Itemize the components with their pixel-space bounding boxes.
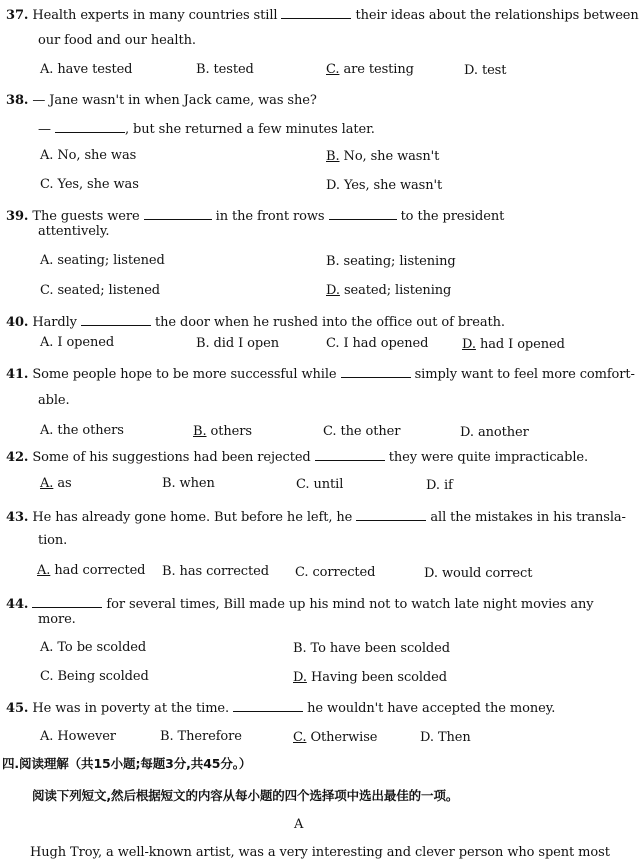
option-d: D. Then	[420, 730, 471, 745]
question-text-line2: attentively.	[38, 224, 110, 239]
option-d: D. Having been scolded	[293, 670, 447, 685]
option-d: D. seated; listening	[326, 283, 452, 298]
option-b: B. seating; listening	[326, 254, 456, 269]
answer-blank	[341, 365, 411, 378]
option-d: D. would correct	[424, 566, 533, 581]
option-c: C. the other	[323, 424, 401, 439]
option-d: D. if	[426, 478, 453, 493]
question-number: 38.	[6, 93, 29, 108]
option-c: C. Being scolded	[40, 669, 149, 684]
option-b: B. when	[162, 476, 215, 491]
question-44: 44. for several times, Bill made up his mind not to watch late night movies any	[6, 597, 594, 612]
question-number: 43.	[6, 510, 29, 525]
answer-blank	[55, 120, 125, 133]
question-text: Health experts in many countries still	[32, 8, 278, 23]
option-c: C. I had opened	[326, 336, 429, 351]
question-text: their ideas about the relationships between	[355, 8, 639, 23]
option-a: A. To be scolded	[40, 640, 147, 655]
option-b: B. To have been scolded	[293, 641, 450, 656]
question-43: 43. He has already gone home. But before he left, he all the mistakes in his transla-	[6, 510, 626, 525]
question-text-line2: more.	[38, 612, 76, 627]
option-a: A. have tested	[40, 62, 133, 77]
option-c: C. are testing	[326, 62, 414, 77]
question-text-line2: able.	[38, 393, 70, 408]
passage-first-line: Hugh Troy, a well-known artist, was a very interesting and clever person who spent most	[30, 845, 610, 860]
answer-blank	[233, 699, 303, 712]
option-a: A. as	[40, 476, 72, 491]
option-d: D. Yes, she wasn't	[326, 178, 443, 193]
answer-blank	[281, 6, 351, 19]
question-45: 45. He was in poverty at the time. he wouldn't have accepted the money.	[6, 701, 556, 716]
question-text-line2: — , but she returned a few minutes later.	[38, 122, 375, 137]
answer-blank	[329, 207, 397, 220]
option-b: B. others	[193, 424, 252, 439]
option-b: B. tested	[196, 62, 254, 77]
option-a: A. seating; listened	[40, 253, 165, 268]
option-d: D. test	[464, 63, 507, 78]
option-a: A. No, she was	[40, 148, 137, 163]
question-number: 44.	[6, 597, 29, 612]
option-c: C. Otherwise	[293, 730, 378, 745]
option-b: B. did I open	[196, 336, 279, 351]
question-38	[6, 93, 317, 109]
option-a: A. I opened	[40, 335, 115, 350]
question-number: 37.	[6, 8, 29, 23]
question-number: 45.	[6, 701, 29, 716]
option-a: A. However	[40, 729, 116, 744]
answer-blank	[356, 508, 426, 521]
option-a: A. the others	[40, 423, 124, 438]
answer-blank	[315, 448, 385, 461]
question-41: 41. Some people hope to be more successful while simply want to feel more comfort-	[6, 367, 635, 382]
question-number: 40.	[6, 315, 29, 330]
option-c: C. Yes, she was	[40, 177, 139, 192]
option-c: C. until	[296, 477, 344, 492]
option-b: B. has corrected	[162, 564, 269, 579]
option-c: C. seated; listened	[40, 283, 161, 298]
question-text-line2: tion.	[38, 533, 68, 548]
question-number: 41.	[6, 367, 29, 382]
question-number: 39.	[6, 209, 29, 224]
option-b: B. No, she wasn't	[326, 149, 440, 164]
question-text: — Jane wasn't in when Jack came, was she?	[32, 93, 317, 108]
question-40: 40. Hardly the door when he rushed into the office out of breath.	[6, 315, 505, 330]
answer-blank	[32, 595, 102, 608]
question-39: 39. The guests were in the front rows to the president	[6, 209, 505, 224]
answer-blank	[81, 313, 151, 326]
question-number: 42.	[6, 450, 29, 465]
section-instruction: 阅读下列短文,然后根据短文的内容从每小题的四个选择项中选出最佳的一项。	[32, 788, 459, 803]
question-42: 42. Some of his suggestions had been rejected they were quite impracticable.	[6, 450, 589, 465]
question-text-line2: our food and our health.	[38, 33, 196, 48]
option-d: D. had I opened	[462, 337, 565, 352]
passage-label: A	[294, 817, 304, 832]
option-a: A. had corrected	[37, 563, 146, 578]
question-37	[6, 6, 639, 24]
answer-blank	[144, 207, 212, 220]
option-c: C. corrected	[295, 565, 376, 580]
option-b: B. Therefore	[160, 729, 242, 744]
section-heading: 四.阅读理解（共15小题;每题3分,共45分。）	[2, 756, 252, 771]
option-d: D. another	[460, 425, 529, 440]
